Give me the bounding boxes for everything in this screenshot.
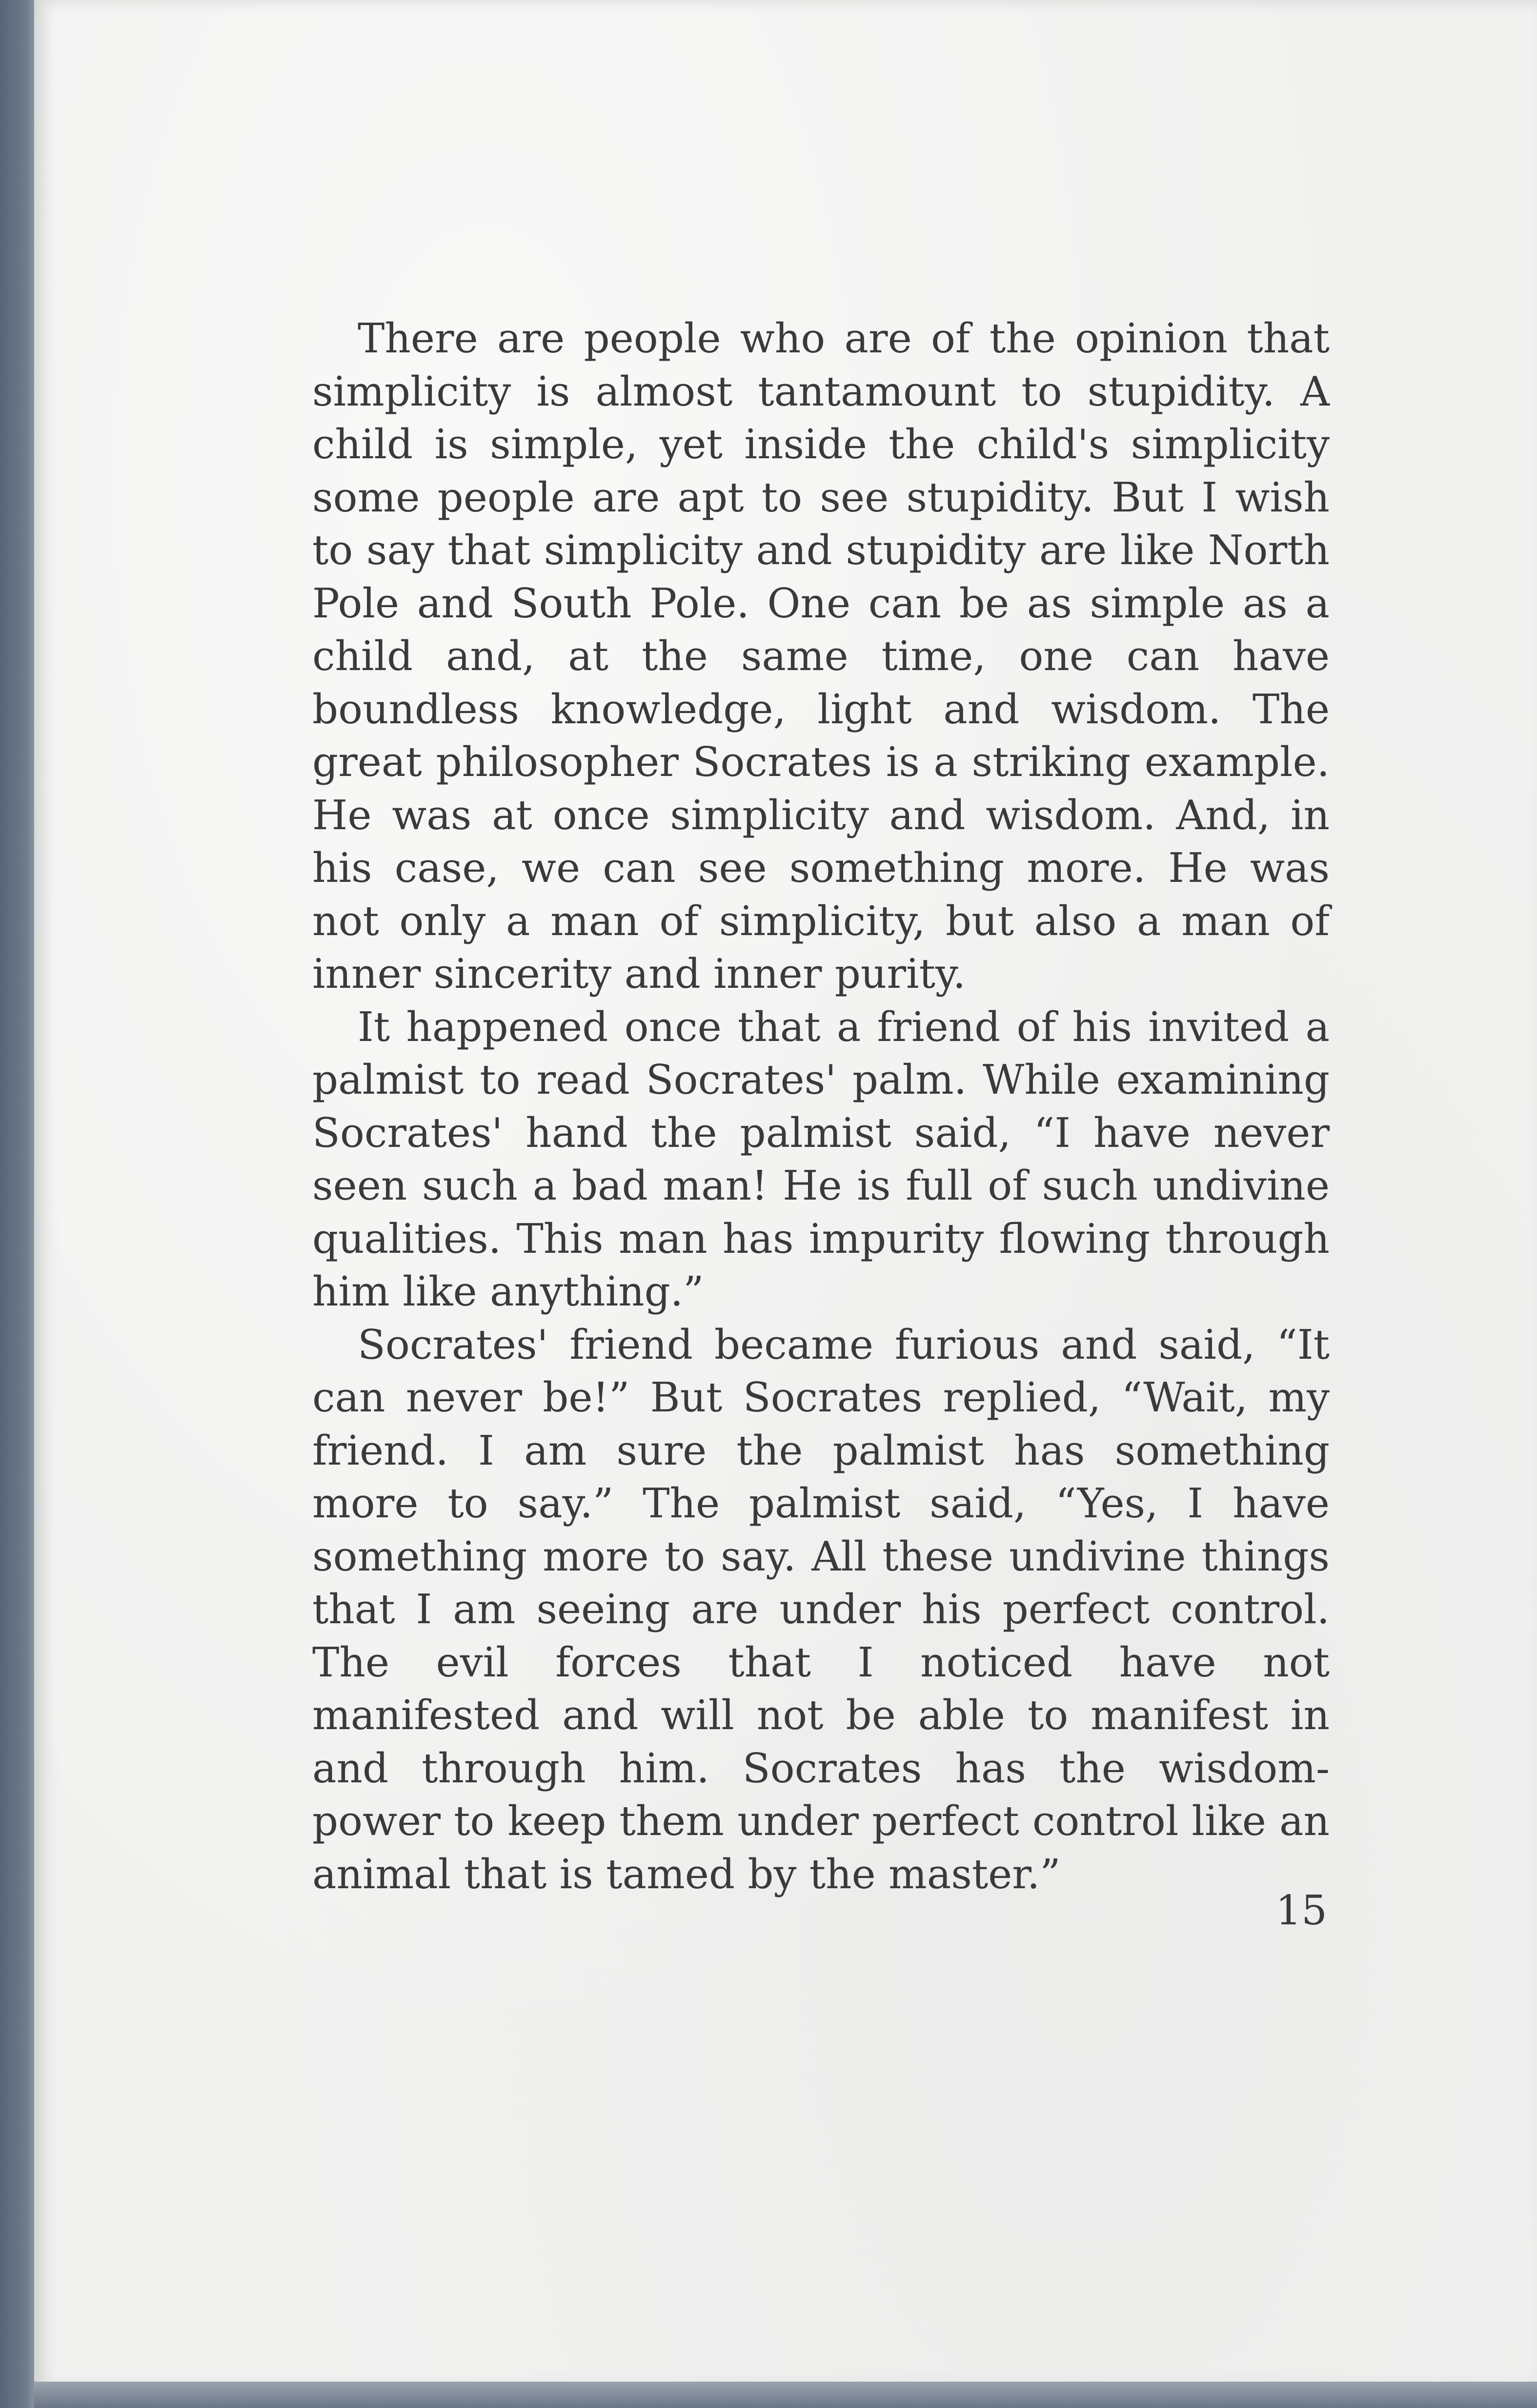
paragraph-1: There are people who are of the opinion that simplicity is almost tantamount to stupidity. A child is simple, yet inside the child's simplicity some people are apt to see stupidity. But I wish to say that simplicity and stupidity are like North Pole and South Pole. One can be as simple as a child and, at the same time, one can have boundless knowledge, light and wisdom. The great philosopher Socrates is a striking example. He was at once simplicity and wisdom. And, in his case, we can see something more. He was not only a man of simplicity, but also a man of inner sincerity and inner purity. xyxy=(312,315,1330,998)
page-number: 15 xyxy=(1275,1887,1327,1934)
paragraph-3: Socrates' friend became furious and said, “It can never be!” But Socrates replied, “Wait, my friend. I am sure the palmist has something more to say.” The palmist said, “Yes, I have something more to say. All these undivine things that I am seeing are under his perfect control. The evil forces that I noticed have not manifested and will not be able to manifest in and through him. Socrates has the wisdom-power to keep them under perfect control like an animal that is tamed by the master.” xyxy=(312,1321,1330,1898)
paragraph-2: It happened once that a friend of his invited a palmist to read Socrates' palm. While examining Socrates' hand the palmist said, “I have never seen such a bad man! He is full of such undivine qualities. This man has impurity flowing through him like anything.” xyxy=(312,1003,1330,1315)
page-bottom-edge xyxy=(34,2382,1537,2408)
body-text xyxy=(312,312,1330,1901)
book-page xyxy=(34,0,1537,2389)
